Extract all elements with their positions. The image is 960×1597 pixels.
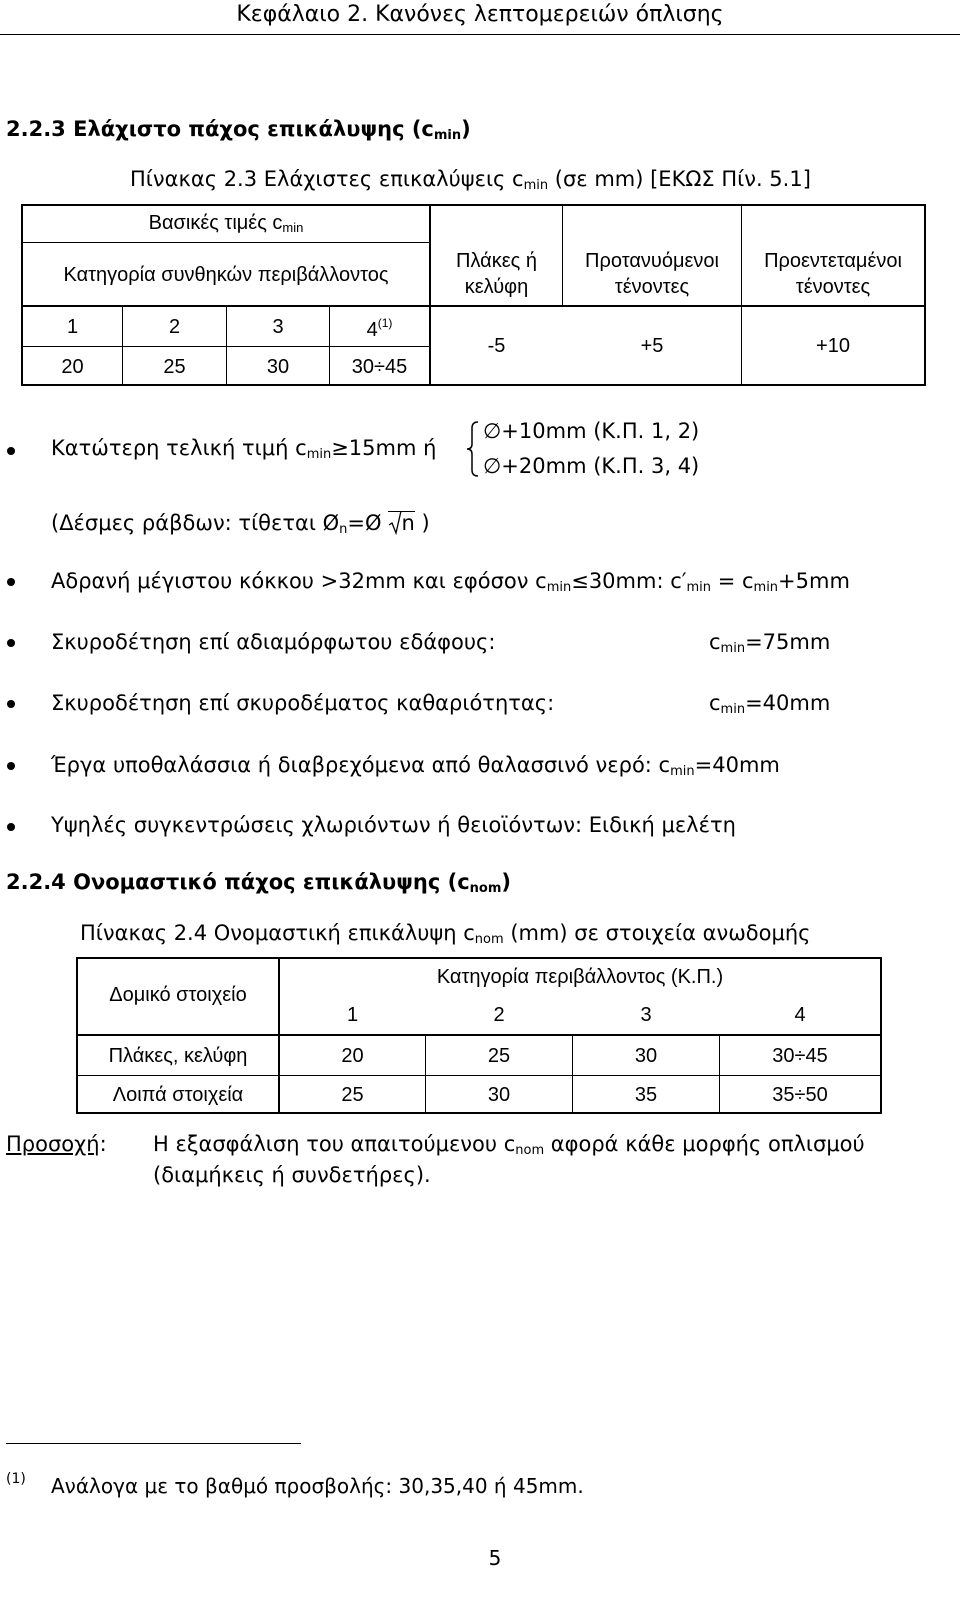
bullet [7,823,15,831]
brace-option-1: ∅+10mm (Κ.Π. 1, 2) [483,419,700,443]
lowest-value-text: Κατώτερη τελική τιμή $c_{min}\ge 15mm$ ή [51,436,437,462]
env-header: Κατηγορία περιβάλλοντος (Κ.Π.) [436,966,724,988]
page-number: 5 [488,1546,502,1570]
value-3: 30 [266,356,290,378]
category-1: 1 [66,316,79,338]
col-posttension-line1: Προεντεταμένοι [764,250,902,272]
cat-4: 4 [794,1004,806,1026]
lean-text: Σκυροδέτηση επί σκυροδέματος καθαριότητας: [51,691,555,715]
table-cell: 30÷45 [772,1045,828,1067]
col-pretension-line1: Προτανυόμενοι [585,250,719,272]
table-caption-24: Πίνακας 2.4 Ονομαστική επικάλυψη $c_{nom}$ (mm) σε στοιχεία ανωδομής [80,921,811,947]
chapter-header: Κεφάλαιο 2. Κανόνες λεπτομερειών όπλισης [236,2,724,27]
col-slabs-line1: Πλάκες ή [456,250,537,272]
chlorides-text: Υψηλές συγκεντρώσεις χλωριόντων ή θειοϊόντων: Ειδική μελέτη [51,813,736,837]
table-cell: 35÷50 [772,1084,828,1106]
cat-2: 2 [493,1004,505,1026]
table-cell: 30 [634,1045,658,1067]
element-header: Δομικό στοιχείο [109,984,247,1006]
basic-values-header: Βασικές τιμές $c_{min}$ [148,212,304,235]
aggregate-text: Αδρανή μέγιστου κόκκου >32mm και εφόσον $c_{min}\le 30mm$: $c'_{min} = c_{min}+5mm$ [51,569,850,595]
col-slabs-line2: κελύφη [464,276,529,298]
row-label: Λοιπά στοιχεία [112,1084,244,1106]
section-heading-224: 2.2.4 Ονομαστικό πάχος επικάλυψης $(c_{nom})$ [6,870,512,896]
sqrt-sign: n [388,511,415,534]
category-4: 4$^{(1)}$ [366,316,393,341]
header-rule [0,34,960,35]
attention-label: Προσοχή: [6,1132,107,1156]
category-2: 2 [168,316,181,338]
attention-line-1: Η εξασφάλιση του απαιτούμενου $c_{nom}$ αφορά κάθε μορφής οπλισμού [153,1132,865,1158]
env-category-header: Κατηγορία συνθηκών περιβάλλοντος [63,264,389,286]
adjust-posttension: +10 [816,335,850,357]
value-4: 30÷45 [351,356,408,378]
table-cell: 35 [634,1084,658,1106]
soil-text: Σκυροδέτηση επί αδιαμόρφωτου εδάφους: [51,630,496,654]
value-1: 20 [61,356,84,378]
bullet [7,762,15,770]
bundles-text: (Δέσμες ράβδων: τίθεται $Ø_n=Ø$ n ) [51,511,430,537]
brace-option-2: ∅+20mm (Κ.Π. 3, 4) [483,454,700,478]
col-pretension-line2: τένοντες [614,276,690,298]
row-label: Πλάκες, κελύφη [108,1045,248,1067]
section-heading-223: 2.2.3 Ελάχιστο πάχος επικάλυψης $(c_{min})$ [6,117,471,143]
adjust-slabs: -5 [487,335,506,357]
cat-3: 3 [640,1004,652,1026]
table-cell: 20 [341,1045,364,1067]
bullet [7,700,15,708]
table-cell: 25 [487,1045,511,1067]
col-posttension-line2: τένοντες [795,276,871,298]
lean-value: $c_{min}=40mm$ [709,691,831,717]
soil-value: $c_{min}=75mm$ [709,630,831,656]
category-3: 3 [272,316,284,338]
footnote-marker: (1) [6,1471,26,1487]
table-caption-23: Πίνακας 2.3 Ελάχιστες επικαλύψεις $c_{min}$ (σε mm) [ΕΚΩΣ Πίν. 5.1] [130,167,811,193]
footnote-text: Ανάλογα με το βαθμό προσβολής: 30,35,40 ή 45mm. [51,1474,584,1498]
table-cell: 25 [341,1084,364,1106]
bullet [7,447,15,455]
cat-1: 1 [346,1004,359,1026]
adjust-pretension: +5 [640,335,664,357]
bullet [7,639,15,647]
marine-text: Έργα υποθαλάσσια ή διαβρεχόμενα από θαλασσινό νερό: $c_{min}=40mm$ [51,753,780,779]
bullet [7,578,15,586]
curly-brace [466,420,480,478]
footnote-rule [6,1443,301,1444]
value-2: 25 [163,356,186,378]
attention-line-2: (διαμήκεις ή συνδετήρες). [153,1163,431,1187]
table-cell: 30 [487,1084,511,1106]
